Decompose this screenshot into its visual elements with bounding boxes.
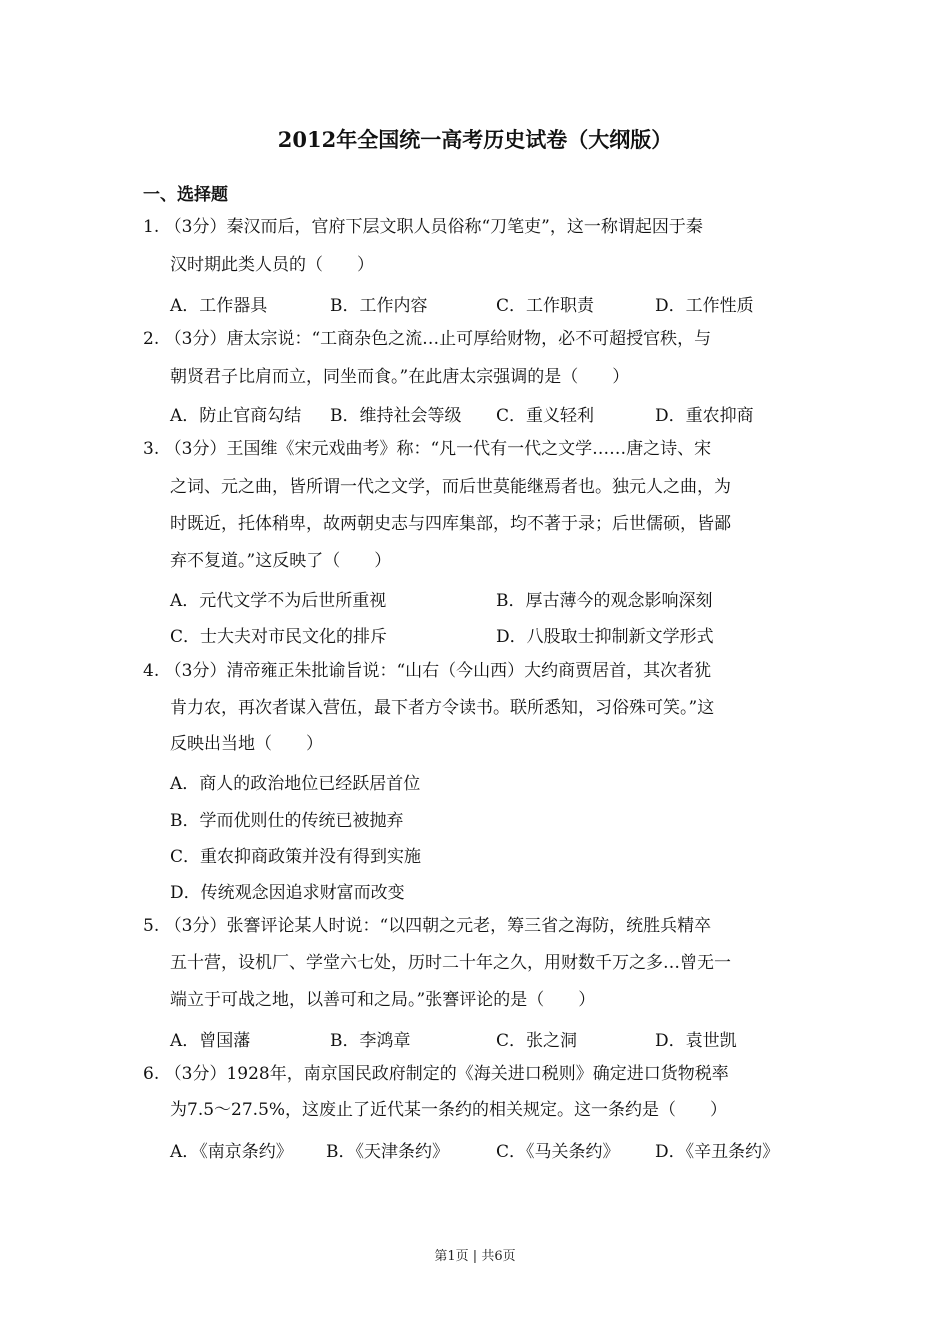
question-text: 3. （3分）王国维《宋元戏曲考》称：“凡一代有一代之文学……唐之诗、宋: [143, 439, 712, 459]
question-text: 端立于可战之地，以善可和之局。”张謇评论的是（ ）: [170, 990, 596, 1010]
option-d: D．重农抑商: [655, 406, 754, 426]
option-a: A．商人的政治地位已经跃居首位: [170, 774, 421, 794]
option-d: D．工作性质: [655, 296, 754, 316]
option-d: D．袁世凯: [655, 1031, 737, 1051]
option-b: B．工作内容: [330, 296, 428, 316]
question-text: 朝贤君子比肩而立，同坐而食。”在此唐太宗强调的是（ ）: [170, 367, 630, 387]
option-a: A．工作器具: [170, 296, 268, 316]
option-a: A．《南京条约》: [170, 1142, 293, 1162]
option-c: C．工作职责: [496, 296, 595, 316]
question-text: 1. （3分）秦汉而后，官府下层文职人员俗称“刀笔吏”，这一称谓起因于秦: [143, 217, 703, 237]
option-b: B．李鸿章: [330, 1031, 411, 1051]
option-d: D．传统观念因追求财富而改变: [170, 883, 405, 903]
page-footer: 第1页 | 共6页: [434, 1249, 516, 1264]
question-text: 之词、元之曲，皆所谓一代之文学，而后世莫能继焉者也。独元人之曲，为: [170, 477, 731, 497]
option-a: A．元代文学不为后世所重视: [170, 591, 387, 611]
option-d: D．《辛丑条约》: [655, 1142, 780, 1162]
question-text: 为7.5～27.5%，这废止了近代某一条约的相关规定。这一条约是（ ）: [170, 1100, 728, 1120]
question-text: 5. （3分）张謇评论某人时说：“以四朝之元老，筹三省之海防，统胜兵精卒: [143, 916, 712, 936]
section-heading: 一、选择题: [143, 185, 228, 205]
question-text: 时既近，托体稍卑，故两朝史志与四库集部，均不著于录；后世儒硕，皆鄙: [170, 514, 731, 534]
option-c: C．《马关条约》: [496, 1142, 620, 1162]
question-text: 4. （3分）清帝雍正朱批谕旨说：“山右（今山西）大约商贾居首，其次者犹: [143, 661, 712, 681]
option-c: C．士大夫对市民文化的排斥: [170, 627, 388, 647]
option-b: B．学而优则仕的传统已被抛弃: [170, 811, 404, 831]
option-a: A．曾国藩: [170, 1031, 251, 1051]
question-text: 汉时期此类人员的（ ）: [170, 255, 374, 275]
question-text: 2. （3分）唐太宗说：“工商杂色之流…止可厚给财物，必不可超授官秩，与: [143, 329, 712, 349]
option-b: B．厚古薄今的观念影响深刻: [496, 591, 713, 611]
option-c: C．张之洞: [496, 1031, 578, 1051]
option-c: C．重农抑商政策并没有得到实施: [170, 847, 422, 867]
page-title: 2012年全国统一高考历史试卷（大纲版）: [277, 127, 673, 152]
option-b: B．《天津条约》: [326, 1142, 449, 1162]
question-text: 肯力农，再次者谋入营伍，最下者方令读书。联所悉知，习俗殊可笑。”这: [170, 698, 715, 718]
option-d: D．八股取士抑制新文学形式: [496, 627, 714, 647]
question-text: 五十营，设机厂、学堂六七处，历时二十年之久，用财数千万之多…曾无一: [170, 953, 731, 973]
question-text: 弃不复道。”这反映了（ ）: [170, 551, 392, 571]
option-c: C．重义轻利: [496, 406, 595, 426]
question-text: 反映出当地（ ）: [170, 734, 323, 754]
question-text: 6. （3分）1928年，南京国民政府制定的《海关进口税则》确定进口货物税率: [143, 1064, 729, 1084]
option-b: B．维持社会等级: [330, 406, 462, 426]
option-a: A．防止官商勾结: [170, 406, 302, 426]
